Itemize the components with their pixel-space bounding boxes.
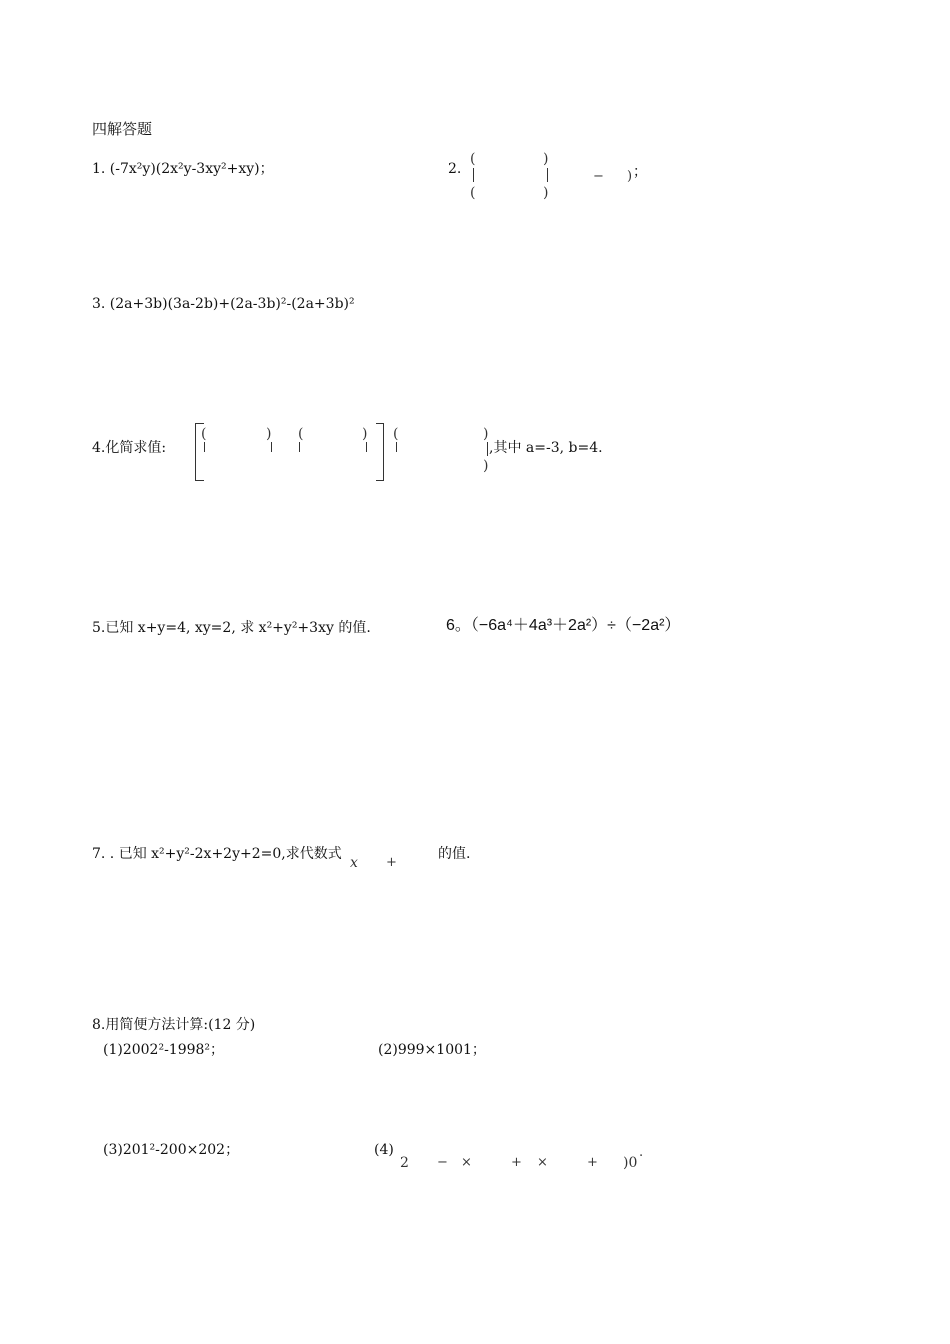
- right-paren-bracket-bottom: ): [543, 185, 549, 201]
- question-2-end: ；: [633, 164, 647, 180]
- fragment-x: x: [350, 855, 358, 871]
- question-8-title: 8.用简便方法计算:(12 分): [92, 1017, 256, 1033]
- fragment-plus: +: [386, 855, 397, 870]
- question-8-part-4-label: (4): [374, 1142, 394, 1158]
- right-paren-bracket: ): [543, 151, 549, 167]
- paren-f-mid: [487, 442, 488, 456]
- paren-b-mid: [271, 442, 272, 452]
- paren-c-mid: [299, 442, 300, 452]
- fragment-rparen: ): [627, 169, 633, 184]
- question-6: 6。（−6a⁴＋4a³＋2a²）÷（−2a²）: [446, 617, 681, 634]
- p4-fragment: +: [587, 1155, 598, 1170]
- question-1: 1. (-7x²y)(2x²y-3xy²+xy)；: [92, 161, 274, 177]
- fragment-minus: −: [593, 169, 604, 184]
- p4-fragment: 2: [400, 1155, 409, 1171]
- paren-f-top: ): [483, 426, 489, 442]
- p4-fragment: ×: [461, 1155, 472, 1170]
- paren-c: (: [298, 426, 304, 442]
- left-paren-bracket-mid: [473, 168, 474, 182]
- question-7-prefix: 7. . 已知 x²+y²-2x+2y+2=0,求代数式: [92, 846, 342, 862]
- question-4-label: 4.化简求值:: [92, 440, 167, 456]
- p4-fragment: −: [437, 1155, 448, 1170]
- question-5: 5.已知 x+y=4, xy=2, 求 x²+y²+3xy 的值.: [92, 620, 371, 636]
- question-8-part-1: (1)2002²-1998²；: [103, 1042, 225, 1058]
- paren-a-mid: [204, 442, 205, 452]
- paren-d-mid: [366, 442, 367, 452]
- question-8-part-2: (2)999×1001；: [378, 1042, 486, 1058]
- section-title: 四解答题: [92, 120, 153, 138]
- paren-a: (: [201, 426, 207, 442]
- question-7-suffix: 的值.: [438, 846, 471, 862]
- paren-e: (: [393, 426, 399, 442]
- paren-e-mid: [396, 442, 397, 452]
- p4-fragment: .: [639, 1145, 644, 1160]
- question-2-label: 2.: [448, 161, 462, 177]
- right-paren-bracket-mid: [547, 168, 548, 182]
- left-paren-bracket: (: [470, 151, 476, 167]
- p4-fragment: )0: [623, 1155, 638, 1171]
- p4-fragment: ×: [537, 1155, 548, 1170]
- left-paren-bracket-bottom: (: [470, 185, 476, 201]
- question-3: 3. (2a+3b)(3a-2b)+(2a-3b)²-(2a+3b)²: [92, 296, 355, 312]
- paren-d: ): [362, 426, 368, 442]
- question-4-tail: ,其中 a=-3, b=4.: [489, 440, 603, 456]
- paren-f-bottom: ): [483, 458, 489, 474]
- question-8-part-3: (3)201²-200×202；: [103, 1142, 240, 1158]
- p4-fragment: +: [511, 1155, 522, 1170]
- paren-b: ): [266, 426, 272, 442]
